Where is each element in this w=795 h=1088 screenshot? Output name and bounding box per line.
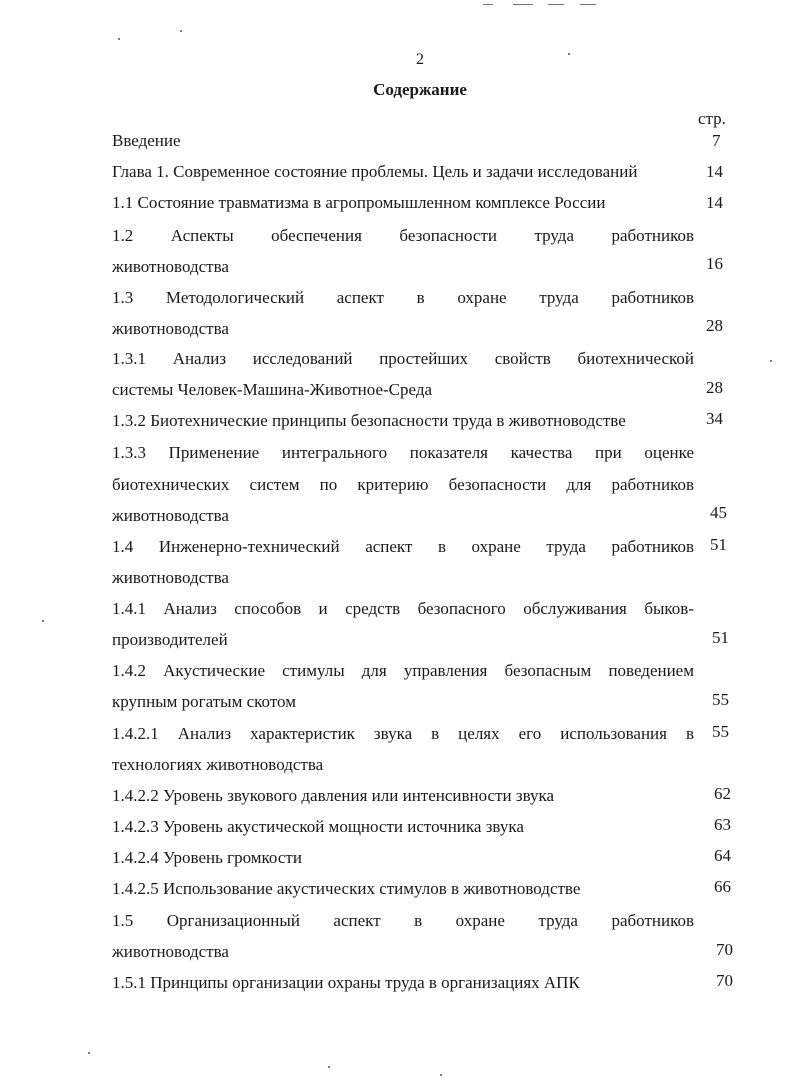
toc-entry-text[interactable]: 1.4.2.1 Анализ характеристик звука в целях его использования в (112, 724, 694, 743)
toc-entry-text[interactable]: 1.4.2.3 Уровень акустической мощности источника звука (112, 817, 524, 836)
toc-entry-text[interactable]: 1.5.1 Принципы организации охраны труда в организациях АПК (112, 973, 580, 992)
toc-entry-page[interactable]: 70 (716, 940, 733, 959)
toc-entry-text[interactable]: животноводства (112, 506, 229, 525)
toc-entry-text[interactable]: 1.3.2 Биотехнические принципы безопасности труда в животноводстве (112, 411, 626, 430)
toc-entry-text[interactable]: 1.3 Методологический аспект в охране труда работников (112, 288, 694, 307)
scan-speck (440, 1074, 442, 1076)
toc-entry-page[interactable]: 55 (712, 722, 729, 741)
toc-entry-text[interactable]: биотехнических систем по критерию безопасности для работников (112, 475, 694, 494)
toc-entry-page[interactable]: 45 (710, 503, 727, 522)
scan-speck (328, 1066, 330, 1068)
scan-speck (88, 1052, 90, 1054)
toc-entry-text[interactable]: производителей (112, 630, 228, 649)
toc-entry-text[interactable]: животноводства (112, 942, 229, 961)
toc-entry-page[interactable]: 51 (710, 535, 727, 554)
toc-entry-page[interactable]: 51 (712, 628, 729, 647)
scan-artifact (513, 4, 533, 5)
toc-entry-text[interactable]: 1.3.3 Применение интегрального показателя качества при оценке (112, 443, 694, 462)
toc-entry-page[interactable]: 70 (716, 971, 733, 990)
toc-entry-text[interactable]: 1.4.2.2 Уровень звукового давления или интенсивности звука (112, 786, 555, 805)
toc-entry-page[interactable]: 66 (714, 877, 731, 896)
toc-entry-page[interactable]: 34 (706, 409, 723, 428)
toc-entry-text[interactable]: 1.4 Инженерно-технический аспект в охране труда работников (112, 537, 694, 556)
toc-entry-text[interactable]: 1.1 Состояние травматизма в агропромышленном комплексе России (112, 193, 606, 212)
toc-entry-text[interactable]: 1.4.2.4 Уровень громкости (112, 848, 302, 867)
scan-speck (770, 360, 772, 362)
toc-entry-page[interactable]: 16 (706, 254, 723, 273)
toc-entry-page[interactable]: 14 (706, 193, 723, 212)
page-number: 2 (416, 51, 424, 68)
toc-entry-text[interactable]: Введение (112, 131, 181, 150)
toc-entry-text[interactable]: 1.4.1 Анализ способов и средств безопасного обслуживания быков- (112, 599, 694, 618)
scan-speck (180, 30, 182, 32)
toc-entry-page[interactable]: 28 (706, 316, 723, 335)
toc-entry-page[interactable]: 55 (712, 690, 729, 709)
toc-entry-text[interactable]: Глава 1. Современное состояние проблемы. Цель и задачи исследований (112, 162, 638, 181)
toc-entry-text[interactable]: системы Человек-Машина-Животное-Среда (112, 380, 433, 399)
scan-artifact (580, 4, 596, 5)
toc-entry-page[interactable]: 28 (706, 378, 723, 397)
scan-speck (42, 620, 44, 622)
toc-entry-text[interactable]: 1.5 Организационный аспект в охране труда работников (112, 911, 694, 930)
toc-entry-text[interactable]: животноводства (112, 319, 229, 338)
toc-entry-text[interactable]: 1.2 Аспекты обеспечения безопасности труда работников (112, 226, 694, 245)
scan-artifact (483, 4, 493, 5)
scan-artifact (548, 4, 564, 5)
toc-entry-page[interactable]: 63 (714, 815, 731, 834)
toc-entry-text[interactable]: 1.3.1 Анализ исследований простейших свойств биотехнической (112, 349, 694, 368)
toc-entry-text[interactable]: животноводства (112, 257, 229, 276)
toc-entry-text[interactable]: технологиях животноводства (112, 755, 324, 774)
toc-entry-text[interactable]: животноводства (112, 568, 229, 587)
toc-entry-page[interactable]: 7 (712, 131, 721, 150)
toc-entry-page[interactable]: 14 (706, 162, 723, 181)
toc-entry-text[interactable]: 1.4.2.5 Использование акустических стимулов в животноводстве (112, 879, 581, 898)
pages-column-label: стр. (698, 109, 726, 128)
toc-entry-page[interactable]: 62 (714, 784, 731, 803)
toc-entry-text[interactable]: 1.4.2 Акустические стимулы для управления безопасным поведением (112, 661, 694, 680)
scan-speck (118, 38, 120, 40)
toc-entry-page[interactable]: 64 (714, 846, 731, 865)
toc-entry-text[interactable]: крупным рогатым скотом (112, 692, 296, 711)
page-title: Содержание (373, 80, 467, 99)
